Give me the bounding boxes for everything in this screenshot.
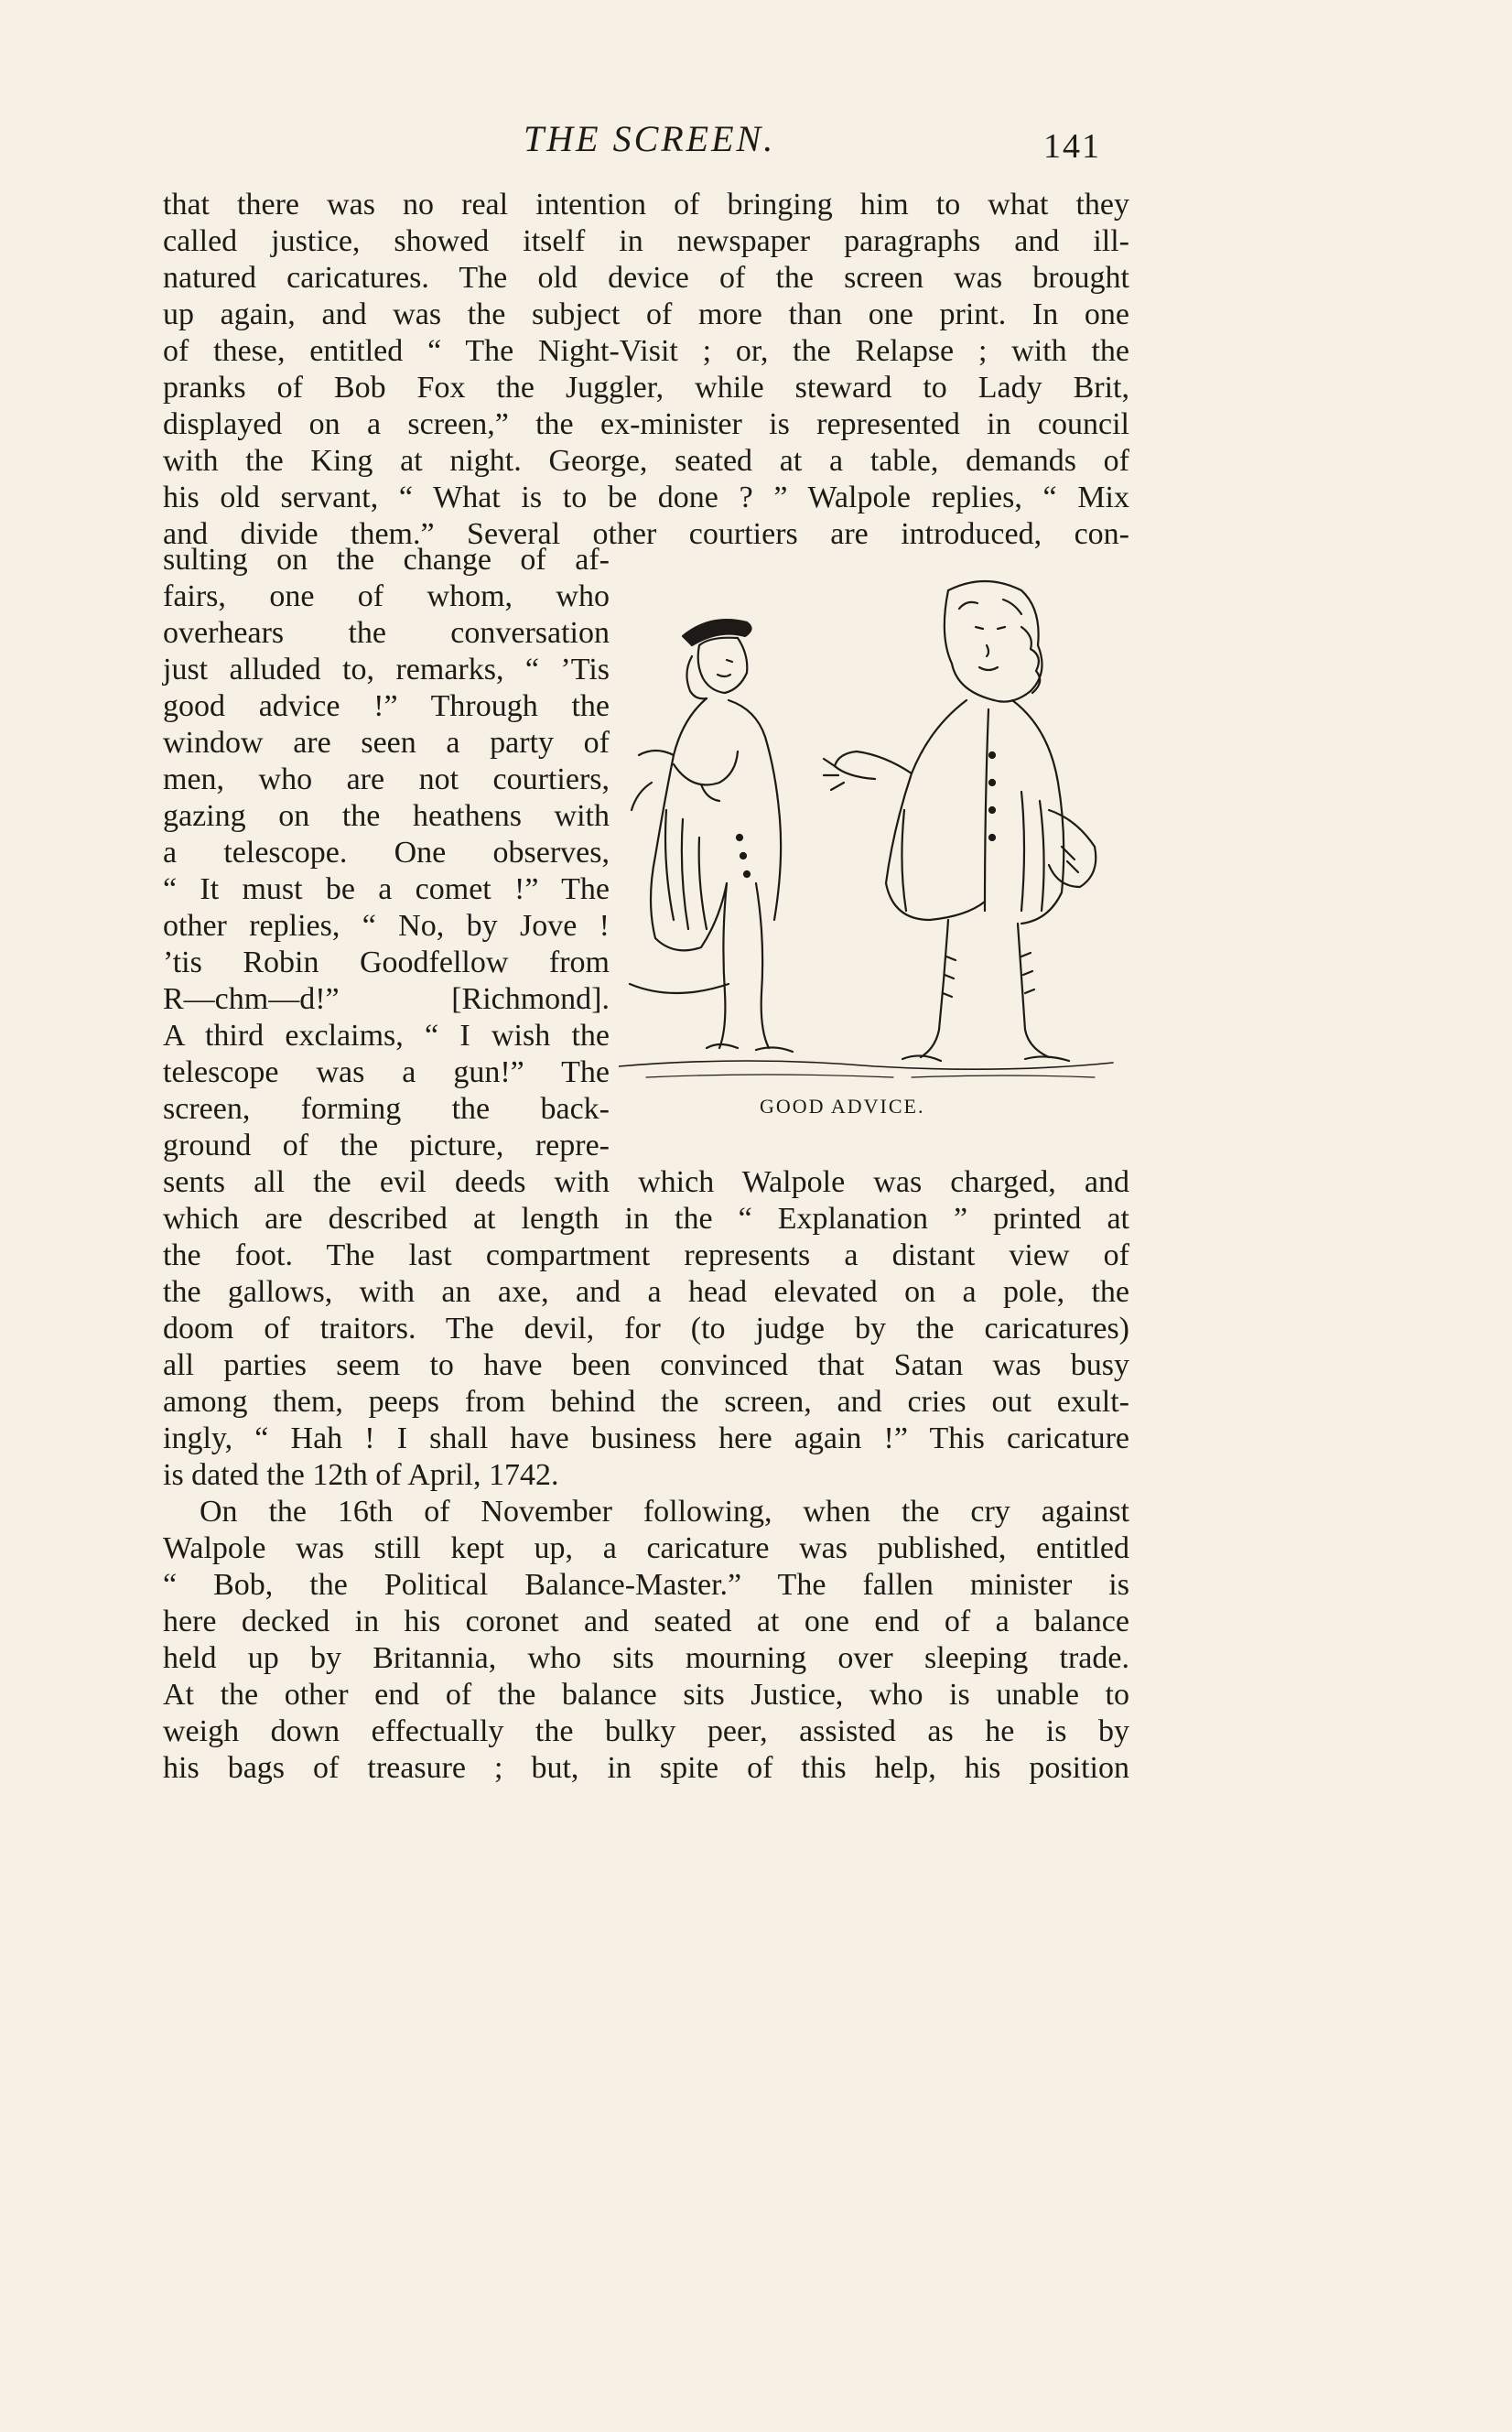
text-line: sents all the evil deeds with which Walpole was charged, and [163, 1165, 1129, 1199]
text-line: just alluded to, remarks, “ ’Tis [163, 653, 610, 686]
text-line: up again, and was the subject of more than one print. In one [163, 297, 1129, 331]
good-advice-illustration [619, 572, 1131, 1085]
text-line: the foot. The last compartment represents a distant view of [163, 1238, 1129, 1272]
left-courtier-figure [630, 620, 793, 1052]
text-line: R—chm—d!” [Richmond]. [163, 982, 610, 1016]
text-line: A third exclaims, “ I wish the [163, 1019, 610, 1053]
text-line: that there was no real intention of bringing him to what they [163, 188, 1129, 222]
text-line: displayed on a screen,” the ex-minister is represented in council [163, 407, 1129, 441]
text-line: ’tis Robin Goodfellow from [163, 946, 610, 979]
text-line: gazing on the heathens with [163, 799, 610, 833]
text-line: here decked in his coronet and seated at one end of a balance [163, 1605, 1129, 1638]
text-line: men, who are not courtiers, [163, 762, 610, 796]
text-line: a telescope. One observes, [163, 836, 610, 870]
text-line: is dated the 12th of April, 1742. [163, 1458, 559, 1492]
running-head: THE SCREEN. [524, 118, 776, 159]
text-line: the gallows, with an axe, and a head elevated on a pole, the [163, 1275, 1129, 1309]
text-line: all parties seem to have been convinced that Satan was busy [163, 1348, 1129, 1382]
text-line: overhears the conversation [163, 616, 610, 650]
text-line: among them, peeps from behind the screen, and cries out exult- [163, 1385, 1129, 1419]
paragraph-first-line: On the 16th of November following, when the cry against [200, 1495, 1129, 1529]
text-line: weigh down effectually the bulky peer, assisted as he is by [163, 1714, 1129, 1748]
text-line: doom of traitors. The devil, for (to judge by the caricatures) [163, 1312, 1129, 1346]
right-courtier-figure [824, 581, 1096, 1061]
page-number: 141 [1043, 127, 1101, 166]
text-line: telescope was a gun!” The [163, 1055, 610, 1089]
text-line: his bags of treasure ; but, in spite of this help, his position [163, 1751, 1129, 1785]
text-line: fairs, one of whom, who [163, 579, 610, 613]
text-line: pranks of Bob Fox the Juggler, while steward to Lady Brit, [163, 371, 1129, 405]
text-line: window are seen a party of [163, 726, 610, 760]
text-line: ground of the picture, repre- [163, 1129, 610, 1162]
text-line: natured caricatures. The old device of the screen was brought [163, 261, 1129, 295]
text-line: with the King at night. George, seated at a table, demands of [163, 444, 1129, 478]
text-line: called justice, showed itself in newspaper paragraphs and ill- [163, 224, 1129, 258]
text-line: held up by Britannia, who sits mourning over sleeping trade. [163, 1641, 1129, 1675]
text-line: good advice !” Through the [163, 689, 610, 723]
text-line: screen, forming the back- [163, 1092, 610, 1126]
text-line: and divide them.” Several other courtiers are introduced, con- [163, 517, 1129, 551]
text-line: At the other end of the balance sits Justice, who is unable to [163, 1678, 1129, 1712]
text-line: Walpole was still kept up, a caricature was published, entitled [163, 1531, 1129, 1565]
text-line: “ Bob, the Political Balance-Master.” The fallen minister is [163, 1568, 1129, 1602]
text-line: ingly, “ Hah ! I shall have business here again !” This caricature [163, 1421, 1129, 1455]
text-line: sulting on the change of af- [163, 543, 610, 577]
text-line: “ It must be a comet !” The [163, 872, 610, 906]
text-line: his old servant, “ What is to be done ? ” Walpole replies, “ Mix [163, 481, 1129, 514]
text-line: other replies, “ No, by Jove ! [163, 909, 610, 943]
text-line: of these, entitled “ The Night-Visit ; or, the Relapse ; with the [163, 334, 1129, 368]
text-line: which are described at length in the “ Explanation ” printed at [163, 1202, 1129, 1236]
figure-caption: GOOD ADVICE. [760, 1095, 925, 1118]
